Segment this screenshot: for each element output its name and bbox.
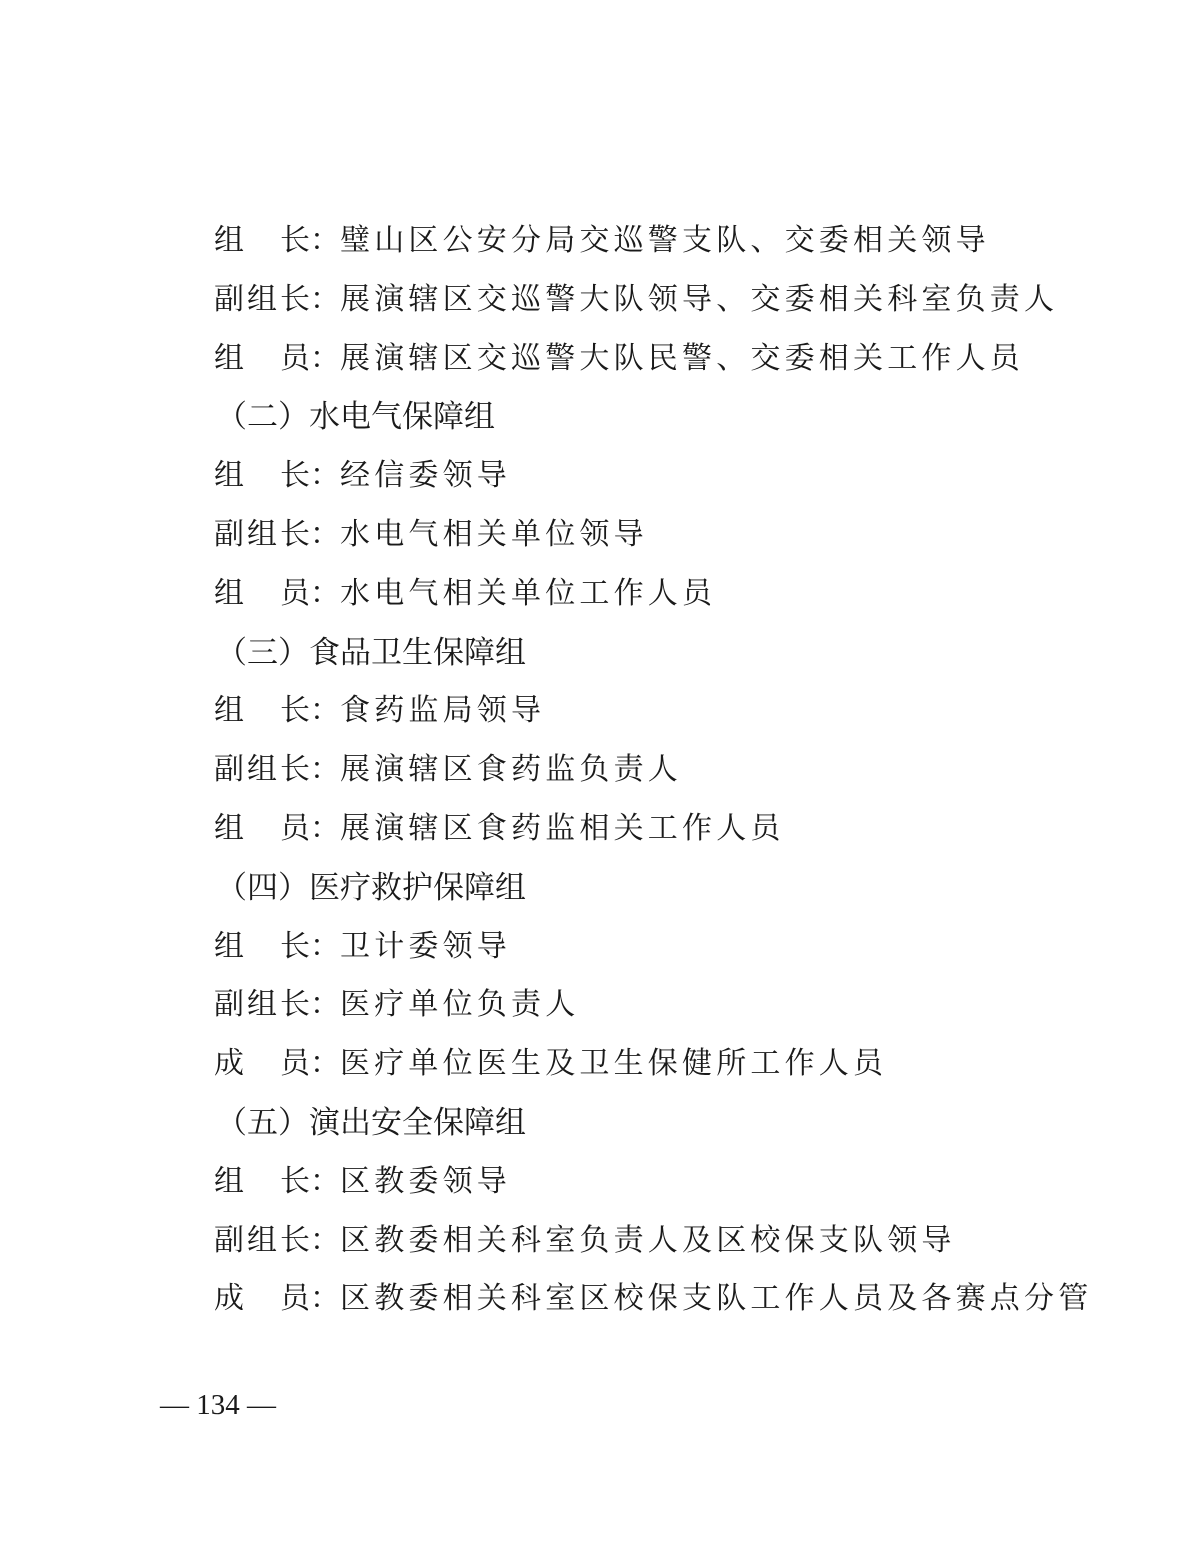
role-value: 区教委相关科室负责人及区校保支队领导 xyxy=(340,1222,956,1258)
role-label: 副组长 xyxy=(214,281,310,317)
role-label: 成员 xyxy=(214,1281,310,1317)
member-row xyxy=(214,800,1114,859)
role-label: 组长 xyxy=(214,693,310,729)
role-label: 组长 xyxy=(214,928,310,964)
member-row xyxy=(214,330,1114,389)
section-heading: （二）水电气保障组 xyxy=(216,399,495,436)
member-row xyxy=(214,1153,1114,1212)
role-label: 副组长 xyxy=(214,987,310,1023)
member-row xyxy=(214,271,1114,330)
role-label: 副组长 xyxy=(214,1222,310,1258)
role-value: 展演辖区交巡警大队领导、交委相关科室负责人 xyxy=(340,281,1059,317)
role-value: 医疗单位医生及卫生保健所工作人员 xyxy=(340,1046,888,1082)
member-row xyxy=(214,918,1114,977)
role-value: 食药监局领导 xyxy=(340,693,546,729)
member-row xyxy=(214,565,1114,624)
member-row xyxy=(214,1035,1114,1094)
page-number: — 134 — xyxy=(160,1389,276,1421)
role-label: 组长 xyxy=(214,458,310,494)
section-heading: （四）医疗救护保障组 xyxy=(216,869,526,906)
member-row xyxy=(214,447,1114,506)
role-label: 副组长 xyxy=(214,516,310,552)
member-row xyxy=(214,682,1114,741)
member-row xyxy=(214,1212,1114,1271)
role-value: 璧山区公安分局交巡警支队、交委相关领导 xyxy=(340,223,990,258)
member-row xyxy=(214,741,1114,800)
section-heading: （三）食品卫生保障组 xyxy=(216,634,526,671)
role-value: 区教委领导 xyxy=(340,1163,511,1199)
colon: ： xyxy=(310,281,340,317)
colon: ： xyxy=(310,987,340,1023)
member-row xyxy=(214,212,1114,271)
role-value: 经信委领导 xyxy=(340,458,511,494)
colon: ： xyxy=(310,516,340,552)
role-value: 展演辖区食药监相关工作人员 xyxy=(340,810,785,846)
role-label: 组长 xyxy=(214,223,310,258)
role-value: 水电气相关单位工作人员 xyxy=(340,575,717,611)
colon: ： xyxy=(310,810,340,846)
colon: ： xyxy=(310,458,340,494)
colon: ： xyxy=(310,752,340,788)
colon: ： xyxy=(310,1222,340,1258)
member-row xyxy=(214,1270,1114,1329)
colon: ： xyxy=(310,1046,340,1082)
colon: ： xyxy=(310,928,340,964)
role-value: 区教委相关科室区校保支队工作人员及各赛点分管 xyxy=(340,1281,1093,1317)
member-row xyxy=(214,976,1114,1035)
role-value: 展演辖区食药监负责人 xyxy=(340,752,682,788)
member-row xyxy=(214,506,1114,565)
role-value: 展演辖区交巡警大队民警、交委相关工作人员 xyxy=(340,340,1024,376)
document-body xyxy=(214,212,1114,1329)
colon: ： xyxy=(310,223,340,258)
role-value: 卫计委领导 xyxy=(340,928,511,964)
role-label: 副组长 xyxy=(214,752,310,788)
role-label: 成员 xyxy=(214,1046,310,1082)
colon: ： xyxy=(310,1163,340,1199)
role-label: 组长 xyxy=(214,1163,310,1199)
role-label: 组员 xyxy=(214,575,310,611)
role-label: 组员 xyxy=(214,810,310,846)
colon: ： xyxy=(310,1281,340,1317)
colon: ： xyxy=(310,693,340,729)
colon: ： xyxy=(310,340,340,376)
role-label: 组员 xyxy=(214,340,310,376)
colon: ： xyxy=(310,575,340,611)
role-value: 医疗单位负责人 xyxy=(340,987,580,1023)
section-heading: （五）演出安全保障组 xyxy=(216,1104,526,1141)
role-value: 水电气相关单位领导 xyxy=(340,516,648,552)
